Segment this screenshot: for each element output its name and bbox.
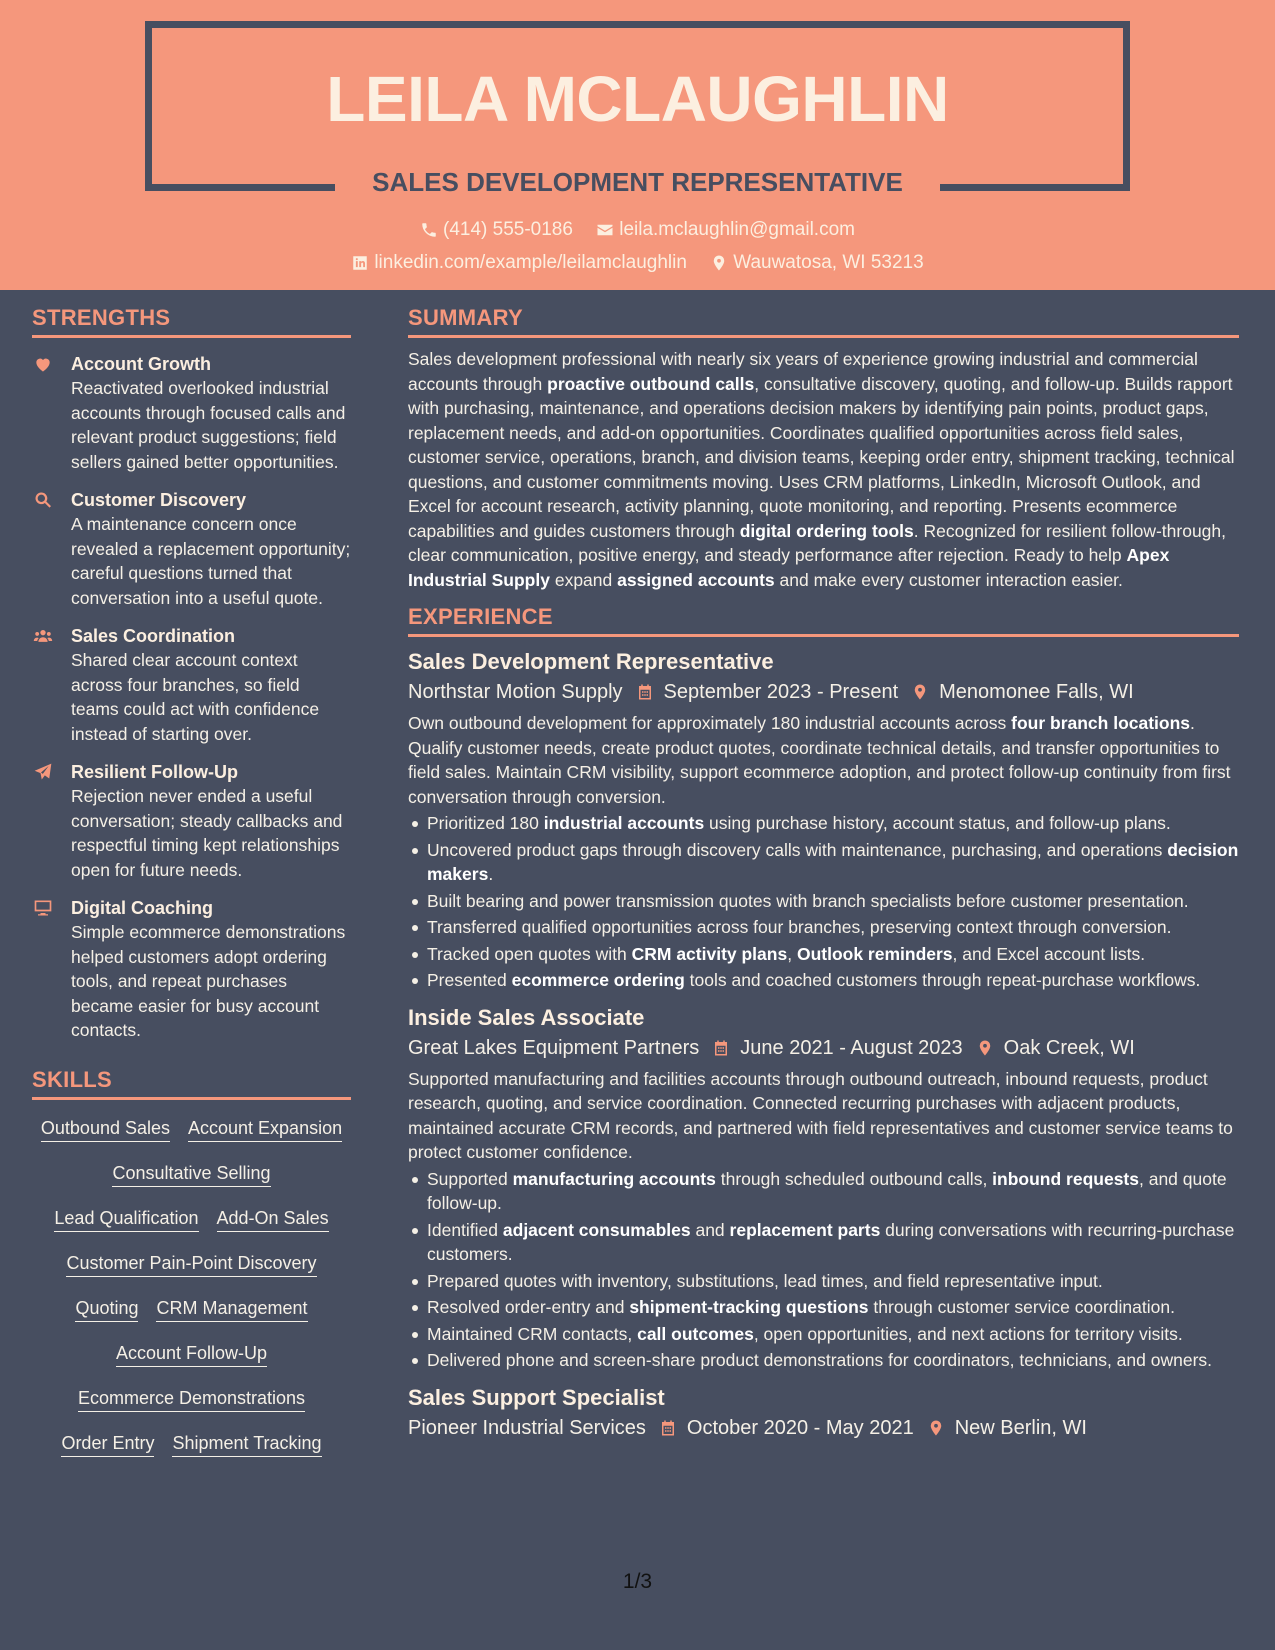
text-run: Own outbound development for approximately 180 industrial accounts across: [408, 713, 1012, 733]
bold-phrase: Apex Industrial Supply: [408, 545, 1170, 590]
skills-row: [32, 1200, 351, 1245]
job-entry: [408, 1003, 1239, 1373]
users-icon: [32, 626, 54, 646]
job-description: [408, 1067, 1239, 1165]
strength-description: Simple ecommerce demonstrations helped customers adopt ordering tools, and repeat purchases became easier for busy account contacts.: [71, 922, 346, 1040]
contact-row: [0, 252, 1275, 278]
text-run: . Recognized for resilient follow-through, clear communication, positive energy, and steady performance after rejection. Ready to help: [408, 520, 1227, 565]
email-text: leila.mclaughlin@gmail.com: [619, 219, 855, 240]
experience-heading: EXPERIENCE: [408, 604, 1239, 637]
bullet-item: [408, 968, 1239, 993]
text-run: Prioritized 180: [427, 813, 544, 833]
text-run: Uncovered product gaps through discovery calls with maintenance, purchasing, and operations: [427, 839, 1168, 860]
location-text: Wauwatosa, WI 53213: [733, 252, 924, 273]
map-pin-icon: [911, 682, 929, 702]
bold-phrase: manufacturing accounts: [512, 1168, 716, 1189]
text-run: using purchase history, account status, and follow-up plans.: [704, 813, 1171, 833]
bold-phrase: decision makers: [427, 839, 1239, 884]
job-dates: June 2021 - August 2023: [740, 1036, 963, 1059]
text-run: .: [488, 864, 494, 884]
text-run: through scheduled outbound calls,: [715, 1168, 993, 1189]
bullet-item: [408, 1218, 1239, 1267]
bold-phrase: call outcomes: [637, 1323, 754, 1344]
text-run: , open opportunities, and next actions for territory visits.: [753, 1323, 1183, 1344]
skill-tag: Lead Qualification: [54, 1208, 198, 1232]
skill-tag: Quoting: [75, 1298, 138, 1322]
strength-item: [32, 760, 351, 882]
skill-tag: Order Entry: [61, 1433, 154, 1457]
skill-tag: Customer Pain-Point Discovery: [66, 1253, 316, 1277]
strengths-heading: STRENGTHS: [32, 305, 351, 338]
text-run: Supported: [427, 1168, 513, 1189]
strength-item: [32, 488, 351, 610]
skill-tag: Ecommerce Demonstrations: [78, 1388, 305, 1412]
skills-row: [32, 1110, 351, 1155]
map-pin-icon: [927, 1418, 945, 1438]
bullet-item: [408, 811, 1239, 836]
linkedin-contact[interactable]: [351, 252, 687, 274]
job-location: New Berlin, WI: [954, 1416, 1087, 1439]
resume-header: [0, 0, 1275, 290]
bullet-item: [408, 1167, 1239, 1216]
text-run: expand: [549, 569, 618, 590]
bold-phrase: assigned accounts: [617, 569, 775, 590]
text-run: Built bearing and power transmission quotes with branch specialists before customer presentation.: [427, 890, 1189, 911]
strength-item: [32, 352, 351, 474]
skill-tag: Account Follow-Up: [116, 1343, 267, 1367]
header-frame: [145, 21, 1130, 28]
bullet-item: [408, 1269, 1239, 1294]
phone-text: (414) 555-0186: [443, 219, 573, 240]
job-title: Sales Support Specialist: [408, 1384, 665, 1410]
company-name: Pioneer Industrial Services: [408, 1416, 646, 1439]
strength-description: Shared clear account context across four branches, so field teams could act with confidence instead of starting over.: [71, 650, 320, 744]
bullet-item: [408, 915, 1239, 940]
bullet-item: [408, 1322, 1239, 1347]
text-run: Resolved order-entry and: [427, 1297, 630, 1317]
skill-tag: Consultative Selling: [112, 1163, 270, 1187]
text-run: Supported manufacturing and facilities accounts through outbound outreach, inbound requests, product research, quoting, and service coordination. Connected recurring purchases with adjacent products, maintained accurate CRM records, and partnered with field representatives and customer service teams to protect customer confidence.: [408, 1068, 1233, 1162]
text-run: and make every customer interaction easier.: [774, 569, 1123, 590]
strength-item: [32, 624, 351, 746]
strength-description: Reactivated overlooked industrial accounts through focused calls and relevant product suggestions; field sellers gained better opportunities.: [71, 378, 346, 472]
strength-title: Account Growth: [71, 354, 211, 374]
email-contact[interactable]: [596, 219, 855, 241]
bullet-item: [408, 1348, 1239, 1373]
text-run: and: [690, 1219, 730, 1240]
text-run: through customer service coordination.: [868, 1297, 1175, 1317]
bold-phrase: shipment-tracking questions: [629, 1297, 869, 1317]
strength-title: Digital Coaching: [71, 898, 214, 918]
bullet-item: [408, 1295, 1239, 1320]
skills-heading: SKILLS: [32, 1067, 351, 1100]
bullet-item: [408, 838, 1239, 887]
text-run: tools and coached customers through repeat-purchase workflows.: [684, 970, 1201, 990]
skills-row: [32, 1425, 351, 1470]
right-column: [408, 305, 1239, 1443]
contact-row: [0, 219, 1275, 245]
text-run: Maintained CRM contacts,: [427, 1323, 638, 1344]
bold-phrase: four branch locations: [1011, 713, 1191, 733]
skills-row: [32, 1335, 351, 1380]
text-run: , and quote follow-up.: [427, 1168, 1227, 1213]
strength-title: Customer Discovery: [71, 490, 247, 510]
text-run: , consultative discovery, quoting, and follow-up. Builds rapport with purchasing, maintenance, and operations decision makers by identifying pain points, product gaps, replacement needs, and add-on opportunities. Coordinates qualified opportunities across field sales, customer service, operations, branch, and division teams, keeping order entry, shipment tracking, technical questions, and customer commitments moving. Uses CRM platforms, LinkedIn, Microsoft Outlook, and Excel for account research, activity planning, quote monitoring, and reporting. Presents ecommerce capabilities and guides customers through: [408, 373, 1235, 541]
job-dates: September 2023 - Present: [663, 681, 899, 703]
jobs-list: [408, 647, 1239, 1443]
summary-heading: SUMMARY: [408, 305, 1239, 338]
company-name: Great Lakes Equipment Partners: [408, 1036, 700, 1059]
strength-title: Resilient Follow-Up: [71, 762, 239, 782]
left-column: [32, 305, 351, 1470]
skill-tag: Shipment Tracking: [172, 1433, 321, 1457]
text-run: ,: [787, 943, 797, 964]
bold-phrase: replacement parts: [729, 1219, 881, 1240]
page-indicator: 1/3: [622, 1570, 653, 1593]
bold-phrase: adjacent consumables: [502, 1219, 691, 1240]
text-run: , and Excel account lists.: [952, 943, 1146, 964]
skills-row: [32, 1245, 351, 1290]
candidate-name: LEILA MCLAUGHLIN: [326, 63, 949, 135]
skill-tag: Outbound Sales: [41, 1118, 170, 1142]
candidate-role: SALES DEVELOPMENT REPRESENTATIVE: [372, 167, 903, 197]
strength-description: Rejection never ended a useful conversation; steady callbacks and respectful timing kept relationships open for future needs.: [71, 786, 343, 880]
bold-phrase: digital ordering tools: [739, 520, 914, 541]
monitor-icon: [32, 898, 54, 918]
job-entry: [408, 647, 1239, 993]
envelope-icon: [596, 221, 614, 239]
skills-row: [32, 1290, 351, 1335]
bold-phrase: inbound requests: [992, 1168, 1139, 1189]
search-icon: [32, 490, 54, 510]
heart-icon: [32, 354, 54, 374]
job-meta: [408, 677, 1239, 707]
calendar-icon: [712, 1038, 730, 1058]
skills-list: [32, 1110, 351, 1470]
job-location: Oak Creek, WI: [1003, 1036, 1135, 1059]
linkedin-icon: [351, 254, 369, 272]
map-pin-icon: [976, 1038, 994, 1058]
calendar-icon: [636, 682, 654, 702]
job-bullets: [408, 1167, 1239, 1373]
text-run: Sales development professional with nearly six years of experience growing industrial and commercial accounts through: [408, 349, 1198, 394]
text-run: Tracked open quotes with: [427, 943, 632, 964]
location-contact: [710, 252, 923, 274]
phone-icon: [420, 221, 438, 239]
skill-tag: Account Expansion: [188, 1118, 342, 1142]
skills-row: [32, 1155, 351, 1200]
job-dates: October 2020 - May 2021: [686, 1416, 914, 1439]
map-pin-icon: [710, 254, 728, 272]
bullet-item: [408, 889, 1239, 914]
text-run: Delivered phone and screen-share product demonstrations for coordinators, technicians, and owners.: [427, 1350, 1213, 1370]
text-run: Transferred qualified opportunities across four branches, preserving context through conversion.: [427, 917, 1172, 937]
company-name: Northstar Motion Supply: [408, 681, 623, 703]
strength-item: [32, 896, 351, 1043]
text-run: . Qualify customer needs, create product quotes, coordinate technical details, and transfer opportunities to field sales. Maintain CRM visibility, support ecommerce adoption, and protect follow-up continuity from first conversation through conversion.: [408, 713, 1231, 807]
bold-phrase: Outlook reminders: [796, 943, 953, 964]
strength-description: A maintenance concern once revealed a replacement opportunity; careful questions turned that conversation into a useful quote.: [71, 514, 351, 608]
skills-row: [32, 1380, 351, 1425]
text-run: Identified: [427, 1219, 503, 1240]
skill-tag: Add-On Sales: [217, 1208, 329, 1232]
strengths-list: [32, 352, 351, 1043]
phone-contact[interactable]: [420, 219, 573, 241]
skill-tag: CRM Management: [156, 1298, 307, 1322]
bold-phrase: industrial accounts: [543, 813, 705, 833]
bold-phrase: ecommerce ordering: [511, 970, 685, 990]
job-description: [408, 711, 1239, 809]
text-run: during conversations with recurring-purchase customers.: [427, 1219, 1235, 1264]
job-meta: [408, 1413, 1239, 1443]
text-run: Prepared quotes with inventory, substitutions, lead times, and field representative input.: [427, 1270, 1103, 1291]
paper-plane-icon: [32, 762, 54, 782]
job-entry: [408, 1383, 1239, 1443]
job-title: Inside Sales Associate: [408, 1004, 645, 1030]
calendar-icon: [659, 1418, 677, 1438]
bold-phrase: proactive outbound calls: [547, 373, 755, 394]
job-meta: [408, 1033, 1239, 1063]
job-title: Sales Development Representative: [408, 649, 774, 674]
linkedin-text: linkedin.com/example/leilamclaughlin: [374, 252, 687, 273]
bold-phrase: CRM activity plans: [631, 943, 788, 964]
bullet-item: [408, 942, 1239, 967]
job-location: Menomonee Falls, WI: [939, 681, 1134, 703]
job-bullets: [408, 811, 1239, 993]
strength-title: Sales Coordination: [71, 626, 236, 646]
summary-text: [408, 347, 1239, 592]
text-run: Presented: [427, 970, 512, 990]
